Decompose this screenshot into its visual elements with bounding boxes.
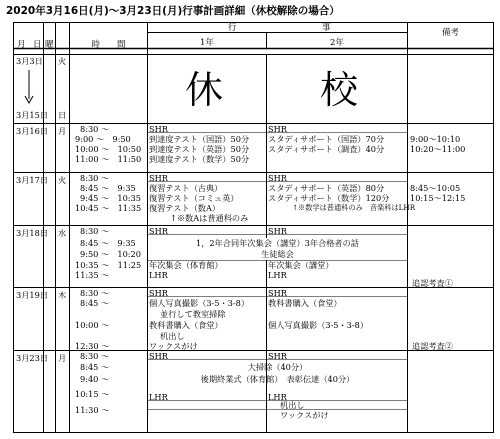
joint-event: 生徒総会 [261, 249, 294, 259]
time-slot: 8:45 ～ 9:35 [80, 238, 136, 248]
time-slot: 10:35 ～ 11:25 [75, 260, 142, 270]
page-title: 2020年3月16日(月)～3月23日(月)行事計画詳細（休校解除の場合） [6, 5, 340, 17]
closure-start-date: 3月3日 [16, 56, 43, 66]
header-event-right: 事 [322, 23, 331, 33]
grade1-event: LHR [149, 270, 168, 280]
grade2-event: SHR [268, 226, 287, 236]
header-day: 日 [33, 40, 42, 50]
grade2-event: LHR [268, 392, 287, 402]
joint-event: 1，2年合同年次集会（講堂）3年合格者の話 [195, 238, 359, 248]
grade1-event: SHR [149, 288, 168, 298]
header-month: 月 [17, 40, 26, 50]
day-date: 3月23日 [16, 353, 49, 363]
joint-event: 後期終業式（体育館） 表彰伝達（40分） [200, 374, 355, 384]
time-slot: 11:35 ～ [75, 270, 110, 280]
grade1-event: 年次集会（体育館） [149, 260, 223, 270]
time-slot: 8:30 ～ [80, 173, 110, 183]
time-slot: 9:00 ～ 9:50 [75, 134, 131, 144]
time-slot: 9:45 ～ 10:35 [80, 193, 141, 203]
time-slot: 9:50 ～ 10:20 [80, 249, 141, 259]
header-remarks: 備考 [441, 28, 459, 38]
remark: 追認考査② [412, 341, 453, 351]
time-slot: 10:45 ～ 11:35 [75, 203, 142, 213]
grade2-event: SHR [268, 173, 287, 183]
time-slot: 9:40 ～ [80, 374, 110, 384]
time-slot: 12:30 ～ [75, 341, 110, 351]
time-slot: 8:30 ～ [80, 351, 110, 361]
time-slot: 10:15 ～ [75, 389, 110, 399]
closure-start-weekday: 火 [58, 56, 67, 66]
time-slot: 8:45 ～ [80, 362, 110, 372]
time-slot: 11:30 ～ [75, 405, 110, 415]
grade1-event: SHR [149, 124, 168, 134]
time-slot: 8:30 ～ [80, 124, 110, 134]
day-date: 3月16日 [16, 126, 49, 136]
grade1-event: 復習テスト（古典） [149, 183, 223, 193]
grade1-event: 机出し [160, 331, 185, 341]
grade2-event: LHR [268, 270, 287, 280]
grade1-note: ↑※数Aは普通科のみ [170, 213, 249, 223]
time-slot: 8:45 ～ [80, 298, 110, 308]
day-weekday: 火 [58, 175, 67, 185]
grade2-event: SHR [268, 351, 287, 361]
grade1-event: 復習テスト（コミュ英） [149, 193, 239, 203]
grade2-event: スタディサポート（国語）70分 [268, 134, 385, 144]
remark: 9:00～10:10 [410, 134, 461, 144]
time-slot: 8:30 ～ [80, 288, 110, 298]
grade1-event: 並行して教室掃除 [160, 309, 226, 319]
grade1-event: 到達度テスト（英語）50分 [149, 144, 250, 154]
day-weekday: 月 [58, 126, 67, 136]
remark: 10:15～12:15 [410, 193, 466, 203]
remark: 8:45～10:05 [410, 183, 461, 193]
closure-text-2: 校 [320, 68, 359, 112]
grade1-event: ワックスがけ [149, 341, 198, 351]
grade1-event: SHR [149, 173, 168, 183]
grade1-event: 教科書購入（食堂） [149, 320, 223, 330]
day-weekday: 水 [58, 228, 67, 238]
grade1-event: 復習テスト（数A） [149, 203, 221, 213]
grade1-event: SHR [149, 351, 168, 361]
grade2-event: スタディサポート（数学）120分 [268, 193, 390, 203]
header-grade1: 1年 [200, 38, 214, 48]
day-date: 3月19日 [16, 290, 49, 300]
grade1-event: LHR [149, 392, 168, 402]
day-weekday: 木 [58, 290, 67, 300]
grade1-event: SHR [149, 226, 168, 236]
time-slot: 11:00 ～ 11:50 [75, 154, 142, 164]
grade2-event: 年次集会（講堂） [268, 260, 334, 270]
grade2-event: ワックスがけ [280, 410, 329, 420]
day-date: 3月18日 [16, 228, 49, 238]
closure-text-1: 休 [185, 68, 224, 112]
closure-end-weekday: 日 [58, 110, 67, 120]
day-weekday: 月 [58, 353, 67, 363]
grade2-note: ↑※数学は普通科のみ 音楽科はLHR [292, 203, 416, 212]
grade2-event: スタディサポート（調査）40分 [268, 144, 385, 154]
joint-event: 大掃除（40分） [247, 362, 308, 372]
header-event-left: 行 [228, 23, 237, 33]
grade1-event: 到達度テスト（数学）50分 [149, 154, 250, 164]
remark: 10:20～11:00 [410, 144, 466, 154]
grade2-event: 教科書購入（食堂） [268, 298, 342, 308]
time-slot: 8:45 ～ 9:35 [80, 183, 136, 193]
grade2-event: 机出し [280, 400, 305, 410]
time-slot: 8:30 ～ [80, 226, 110, 236]
time-slot: 10:00 ～ 10:50 [75, 144, 142, 154]
remark: 追認考査① [412, 278, 453, 288]
down-arrow-icon [25, 70, 33, 103]
day-date: 3月17日 [16, 175, 49, 185]
grade1-event: 個人写真撮影（3-5・3-8） [149, 298, 250, 308]
header-time: 時 間 [91, 40, 126, 50]
grade1-event: 到達度テスト（国語）50分 [149, 134, 250, 144]
grade2-event: SHR [268, 288, 287, 298]
grade2-event: スタディサポート（英語）80分 [268, 183, 385, 193]
header-weekday: 曜 [45, 40, 54, 50]
time-slot: 10:00 ～ [75, 320, 110, 330]
closure-end-date: 3月15日 [16, 110, 49, 120]
grade2-event: SHR [268, 124, 287, 134]
grade2-event: 個人写真撮影（3-5・3-8） [268, 320, 369, 330]
header-grade2: 2年 [330, 38, 344, 48]
